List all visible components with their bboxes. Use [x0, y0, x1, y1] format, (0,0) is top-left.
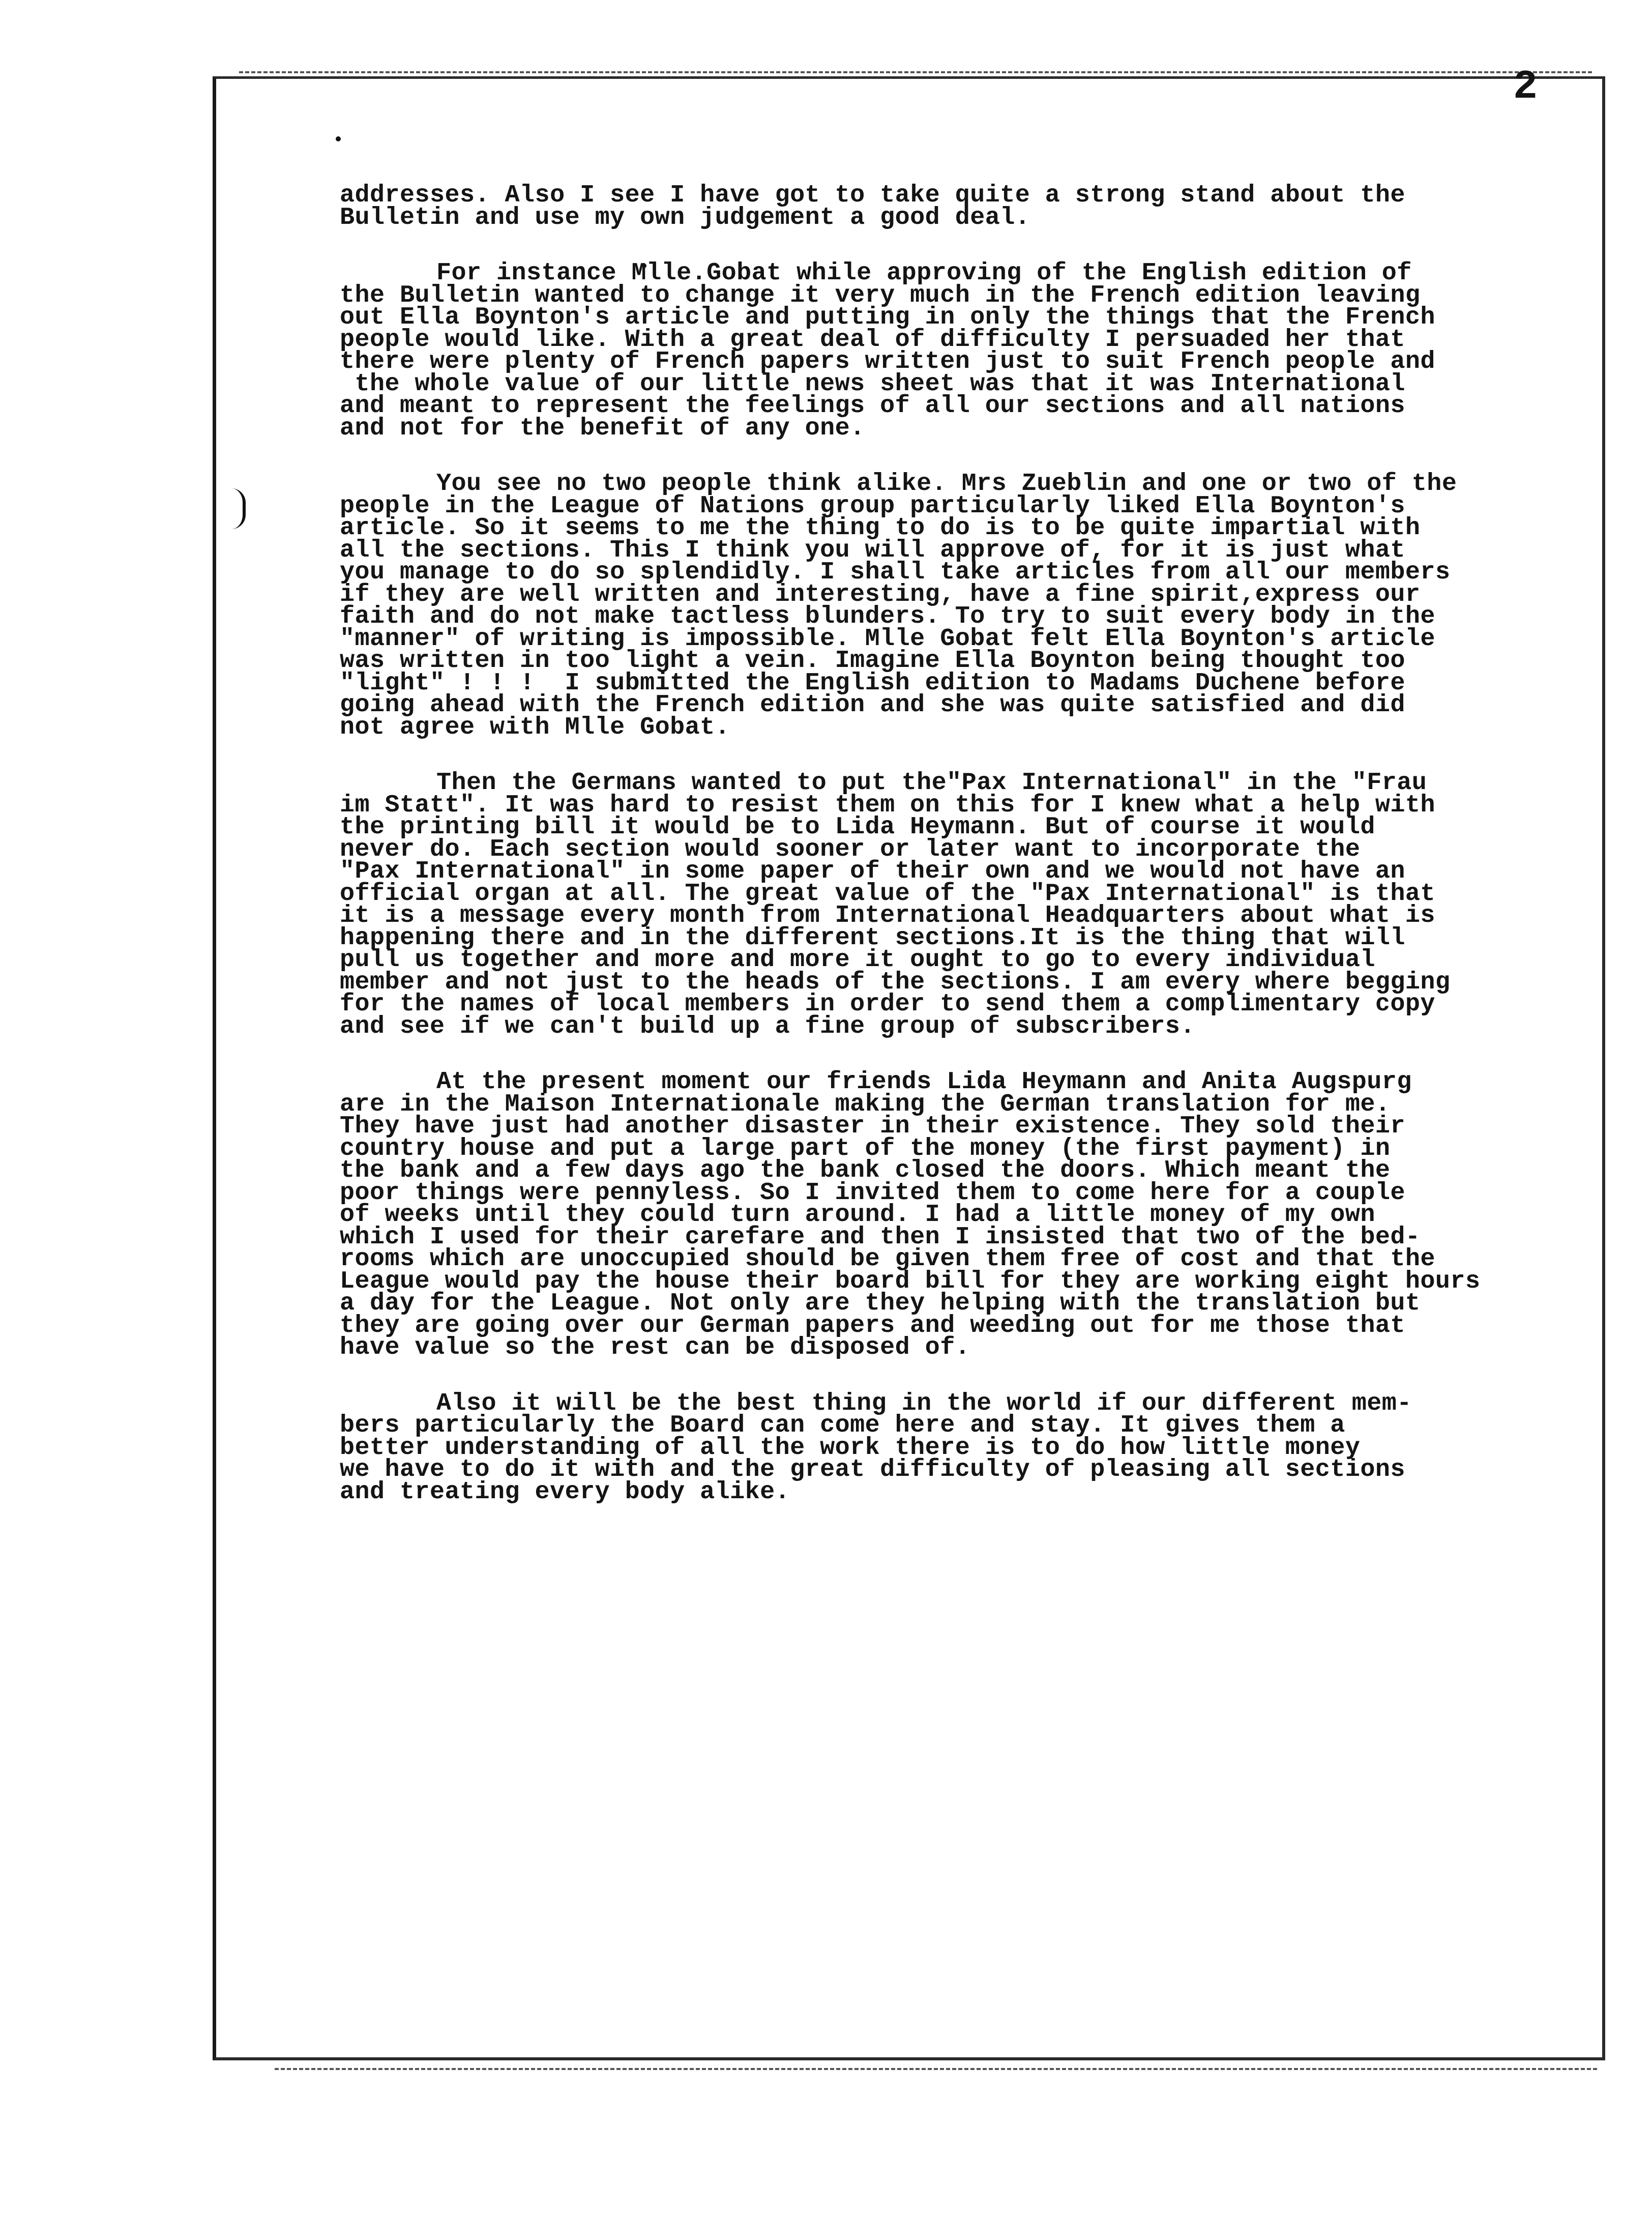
text-line: the printing bill it would be to Lida Heymann. But of course it would	[340, 813, 1375, 841]
text-line: are in the Maison Internationale making the German translation for me.	[340, 1090, 1391, 1118]
text-line: country house and put a large part of the money (the first payment) in	[340, 1134, 1391, 1162]
letter-body	[340, 181, 1550, 1536]
text-line: people would like. With a great deal of difficulty I persuaded her that	[340, 325, 1405, 354]
text-line: a day for the League. Not only are they helping with the translation but	[340, 1289, 1421, 1317]
paragraph	[340, 470, 1550, 741]
text-line: happening there and in the different sections.It is the thing that will	[340, 923, 1405, 952]
text-line: and meant to represent the feelings of all our sections and all nations	[340, 392, 1405, 420]
text-line: They have just had another disaster in their existence. They sold their	[340, 1112, 1405, 1140]
text-line: and see if we can't build up a fine group of subscribers.	[340, 1012, 1195, 1040]
text-line: it is a message every month from International Headquarters about what is	[340, 901, 1435, 929]
text-line: article. So it seems to me the thing to do is to be quite impartial with	[340, 514, 1421, 542]
text-line: of weeks until they could turn around. I had a little money of my own	[340, 1201, 1375, 1229]
dot-mark	[336, 136, 341, 141]
text-line: out Ella Boynton's article and putting in only the things that the French	[340, 303, 1435, 331]
text-line: the whole value of our little news sheet was that it was International	[340, 369, 1405, 398]
text-line: poor things were pennyless. So I invited them to come here for a couple	[340, 1178, 1405, 1207]
text-line: if they are well written and interesting, have a fine spirit,express our	[340, 580, 1421, 608]
text-line: pull us together and more and more it ought to go to every individual	[340, 946, 1375, 974]
paragraph	[340, 1389, 1550, 1506]
text-line: official organ at all. The great value of the "Pax International" is that	[340, 879, 1435, 908]
text-line: "manner" of writing is impossible. Mlle Gobat felt Ella Boynton's article	[340, 624, 1435, 653]
text-line: and treating every body alike.	[340, 1477, 790, 1506]
text-line: was written in too light a vein. Imagine Ella Boynton being thought too	[340, 647, 1405, 675]
text-line: better understanding of all the work there is to do how little money	[340, 1433, 1361, 1462]
text-line: You see no two people think alike. Mrs Zueblin and one or two of the	[436, 470, 1457, 498]
bottom-scan-artifact	[275, 2068, 1597, 2070]
text-line: rooms which are unoccupied should be given them free of cost and that the	[340, 1245, 1435, 1273]
text-line: you manage to do so splendidly. I shall take articles from all our members	[340, 558, 1451, 586]
text-line: never do. Each section would sooner or later want to incorporate the	[340, 835, 1361, 863]
text-line: have value so the rest can be disposed of.	[340, 1333, 970, 1361]
text-line: they are going over our German papers and weeding out for me those that	[340, 1311, 1405, 1339]
text-line: addresses. Also I see I have got to take quite a strong stand about the	[340, 181, 1405, 209]
text-line: League would pay the house their board bill for they are working eight hours	[340, 1267, 1481, 1295]
text-line: all the sections. This I think you will approve of, for it is just what	[340, 536, 1405, 564]
text-line: we have to do it with and the great difficulty of pleasing all sections	[340, 1455, 1405, 1483]
paragraph	[340, 769, 1550, 1040]
text-line: there were plenty of French papers written just to suit French people and	[340, 347, 1435, 375]
text-line: for the names of local members in order to send them a complimentary copy	[340, 990, 1435, 1018]
text-line: going ahead with the French edition and she was quite satisfied and did	[340, 691, 1405, 719]
text-line: and not for the benefit of any one.	[340, 414, 865, 442]
text-line: bers particularly the Board can come here and stay. It gives them a	[340, 1411, 1345, 1439]
text-line: Bulletin and use my own judgement a good deal.	[340, 203, 1030, 231]
paragraph	[340, 1068, 1550, 1361]
text-line: For instance Mlle.Gobat while approving of the English edition of	[436, 259, 1412, 287]
page-number: 2	[1513, 64, 1538, 110]
text-line: "Pax International" in some paper of their own and we would not have an	[340, 857, 1405, 885]
text-line: Then the Germans wanted to put the"Pax International" in the "Frau	[436, 769, 1427, 797]
text-line: the Bulletin wanted to change it very much in the French edition leaving	[340, 281, 1421, 309]
text-line: Also it will be the best thing in the world if our different mem-	[436, 1389, 1412, 1417]
text-line: "light" ! ! ! I submitted the English edition to Madams Duchene before	[340, 668, 1405, 697]
text-line: people in the League of Nations group particularly liked Ella Boynton's	[340, 491, 1405, 520]
text-line: faith and do not make tactless blunders. To try to suit every body in the	[340, 602, 1435, 630]
paragraph	[340, 259, 1550, 442]
text-line: At the present moment our friends Lida Heymann and Anita Augspurg	[436, 1068, 1412, 1096]
text-line: member and not just to the heads of the sections. I am every where begging	[340, 968, 1451, 996]
text-line: im Statt". It was hard to resist them on this for I knew what a help with	[340, 791, 1435, 819]
text-line: not agree with Mlle Gobat.	[340, 713, 730, 741]
paragraph	[340, 181, 1550, 231]
top-scan-artifact	[239, 71, 1592, 73]
text-line: which I used for their carefare and then I insisted that two of the bed-	[340, 1222, 1421, 1251]
text-line: the bank and a few days ago the bank closed the doors. Which meant the	[340, 1156, 1391, 1184]
